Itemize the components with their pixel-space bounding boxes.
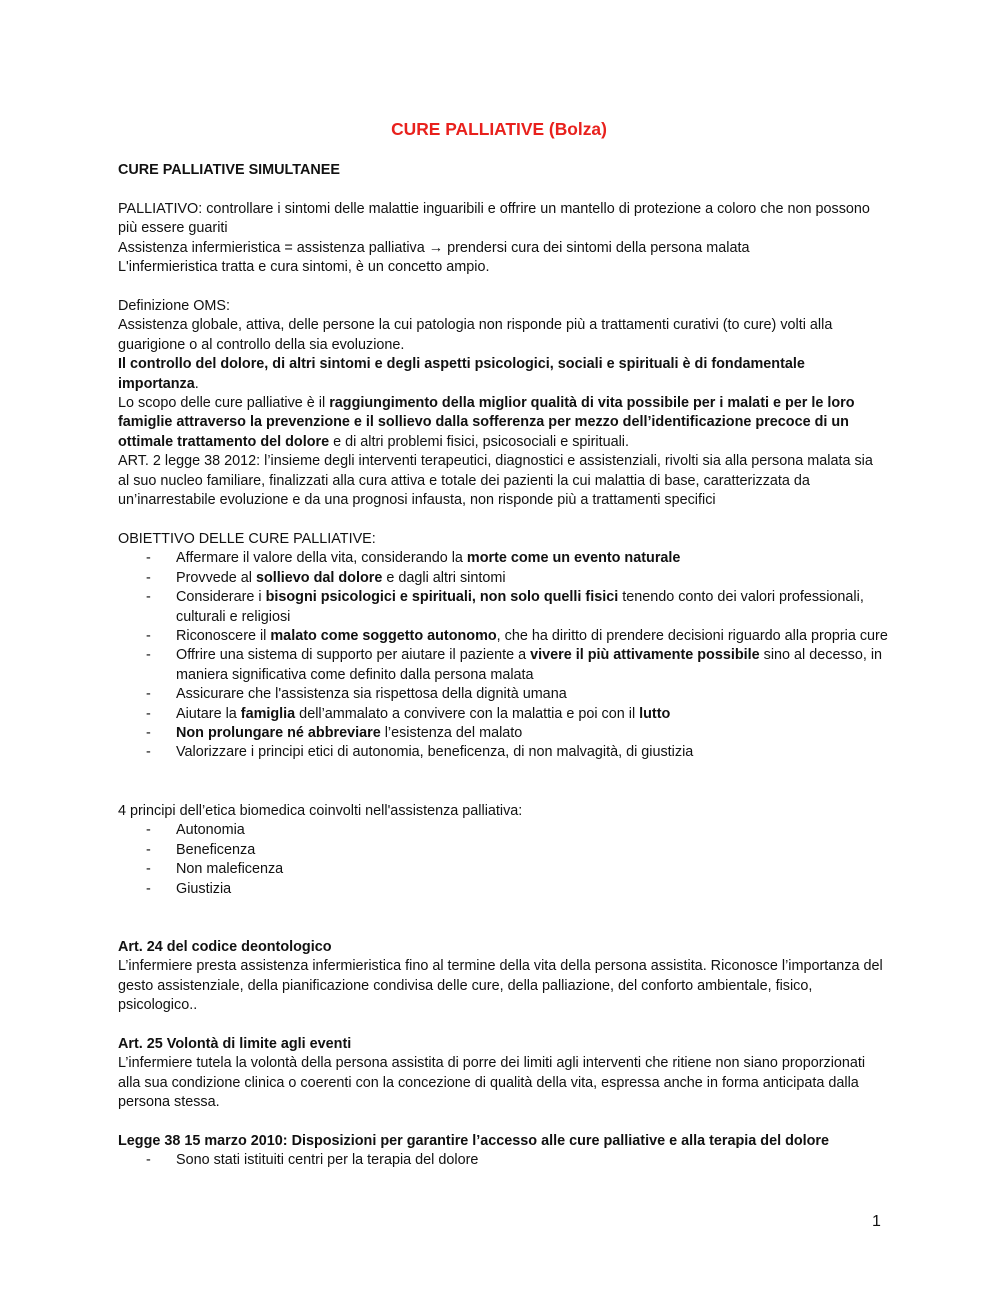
dash-bullet: - — [146, 880, 151, 897]
item-bold: sollievo dal dolore — [256, 569, 383, 586]
oms-bold-text: Il controllo del dolore, di altri sintomi e degli aspetti psicologici, sociali e spirituali è di fondamentale importanza — [118, 356, 805, 392]
item-bold: malato come soggetto autonomo — [270, 628, 497, 645]
dash-bullet: - — [146, 569, 151, 586]
principle-text: Autonomia — [176, 822, 245, 839]
infermieristica-line: L'infermieristica tratta e cura sintomi, è un concetto ampio. — [118, 259, 490, 276]
palliativo-paragraph — [118, 200, 888, 278]
oms-bold-statement — [118, 355, 888, 394]
principle-text: Beneficenza — [176, 841, 256, 858]
oms-scope-pre: Lo scopo delle cure palliative è il — [118, 395, 330, 412]
item-bold: vivere il più attivamente possibile — [530, 647, 760, 664]
oms-label: Definizione OMS: — [118, 298, 230, 314]
item-text: Assicurare che l'assistenza sia rispettosa della dignità umana — [176, 686, 567, 703]
dash-bullet: - — [146, 628, 151, 645]
list-item — [118, 569, 888, 588]
dash-bullet: - — [146, 686, 151, 703]
item-bold: bisogni psicologici e spirituali, non solo quelli fisici — [265, 589, 619, 606]
list-item — [118, 1151, 888, 1170]
dash-bullet: - — [146, 861, 151, 878]
item-bold-2: lutto — [639, 705, 671, 722]
oms-definition-block — [118, 297, 888, 510]
principle-text: Giustizia — [176, 880, 232, 897]
art24-block — [118, 938, 888, 1016]
principles-list — [118, 821, 888, 899]
legge38-item-text: Sono stati istituiti centri per la terapia del dolore — [176, 1152, 479, 1169]
item-text: Considerare i — [176, 589, 266, 606]
art25-heading: Art. 25 Volontà di limite agli eventi — [118, 1036, 352, 1052]
item-bold: Non prolungare né abbreviare — [176, 725, 381, 742]
art24-heading: Art. 24 del codice deontologico — [118, 939, 332, 955]
oms-line1: Assistenza globale, attiva, delle persone la cui patologia non risponde più a trattamenti curativi (to cure) volti alla guarigione o al controllo della sia evoluzione. — [118, 317, 833, 353]
oms-scope-post: e di altri problemi fisici, psicosociali e spirituali. — [329, 433, 630, 450]
objectives-block — [118, 530, 888, 763]
item-text: Valorizzare i principi etici di autonomia, beneficenza, di non malvagità, di giustizia — [176, 744, 694, 761]
list-item — [118, 588, 888, 627]
item-bold: morte come un evento naturale — [466, 550, 681, 567]
dash-bullet: - — [146, 705, 151, 722]
dash-bullet: - — [146, 822, 151, 839]
list-item — [118, 627, 888, 646]
art25-text: L’infermiere tutela la volontà della persona assistita di porre dei limiti agli interventi che ritiene non siano proporzionati alla sua condizione clinica o coerenti con la concezione di qualità della vita, espressa anche in forma anticipata dalla persona stessa. — [118, 1055, 866, 1111]
item-text: Provvede al — [176, 569, 256, 586]
principle-text: Non maleficenza — [176, 861, 284, 878]
oms-scope-bold: raggiungimento della miglior qualità di vita possibile per i malati e per le loro famiglie attraverso la prevenzione e il sollievo dalla sofferenza per mezzo dell’identificazione precoce di un ottimale trattamento del dolore — [118, 395, 855, 450]
list-item — [118, 646, 888, 685]
list-item — [118, 724, 888, 743]
dash-bullet: - — [146, 1152, 151, 1169]
assistenza-line: Assistenza infermieristica = assistenza palliativa → prendersi cura dei sintomi della persona malata — [118, 239, 750, 256]
dash-bullet: - — [146, 550, 151, 567]
legge38-heading: Legge 38 15 marzo 2010: Disposizioni per garantire l’accesso alle cure palliative e alla terapia del dolore — [118, 1133, 830, 1149]
list-item — [118, 743, 888, 762]
item-text: Offrire una sistema di supporto per aiutare il paziente a — [176, 647, 531, 664]
list-item — [118, 685, 888, 704]
principles-heading: 4 principi dell’etica biomedica coinvolti nell'assistenza palliativa: — [118, 803, 523, 819]
objectives-list — [118, 549, 888, 762]
item-text-post: tenendo conto dei valori professionali, culturali e religiosi — [176, 589, 864, 625]
document-title: CURE PALLIATIVE (Bolza) — [391, 119, 607, 139]
item-text-post: e dagli altri sintomi — [382, 569, 506, 586]
art2-text: ART. 2 legge 38 2012: l’insieme degli interventi terapeutici, diagnostici e assistenziali, rivolti sia alla persona malata sia al suo nucleo familiare, finalizzati alla cura attiva e totale dei pazienti la cui malattia di base, caratterizzata da un’inarrestabile evoluzione e da una prognosi infausta, non risponde più a trattamenti specifici — [118, 453, 873, 509]
objectives-heading: OBIETTIVO DELLE CURE PALLIATIVE: — [118, 531, 376, 547]
item-text-post: sino al decesso, in maniera significativa come definito dalla persona malata — [176, 647, 883, 683]
art25-block — [118, 1035, 888, 1113]
legge38-list — [118, 1151, 888, 1170]
list-item — [118, 860, 888, 879]
list-item — [118, 549, 888, 568]
palliativo-definition: PALLIATIVO: controllare i sintomi delle malattie inguaribili e offrire un mantello di protezione a coloro che non possono più essere guariti — [118, 201, 870, 237]
item-text: Riconoscere il — [176, 628, 271, 645]
item-text: Aiutare la — [176, 705, 241, 722]
list-item — [118, 705, 888, 724]
dash-bullet: - — [146, 647, 151, 664]
item-bold: famiglia — [240, 705, 296, 722]
section-heading-simultanee: CURE PALLIATIVE SIMULTANEE — [118, 162, 340, 178]
item-text-post: l’esistenza del malato — [380, 725, 523, 742]
item-text: Affermare il valore della vita, considerando la — [176, 550, 467, 567]
list-item — [118, 821, 888, 840]
page-number: 1 — [872, 1213, 881, 1230]
list-item — [118, 841, 888, 860]
item-text-post: dell’ammalato a convivere con la malattia e poi con il — [295, 705, 640, 722]
legge38-block — [118, 1132, 888, 1171]
dash-bullet: - — [146, 744, 151, 761]
item-text-post: , che ha diritto di prendere decisioni riguardo alla propria cure — [496, 628, 888, 645]
list-item — [118, 880, 888, 899]
dash-bullet: - — [146, 841, 151, 858]
oms-bold-end: . — [194, 375, 199, 392]
dash-bullet: - — [146, 589, 151, 606]
oms-scope — [118, 394, 888, 452]
art24-text: L’infermiere presta assistenza infermieristica fino al termine della vita della persona assistita. Riconosce l’importanza del gesto assistenziale, della pianificazione condivisa delle cure, della palliazione, del conforto ambientale, fisico, psicologico.. — [118, 958, 883, 1014]
principles-block — [118, 802, 888, 899]
dash-bullet: - — [146, 725, 151, 742]
